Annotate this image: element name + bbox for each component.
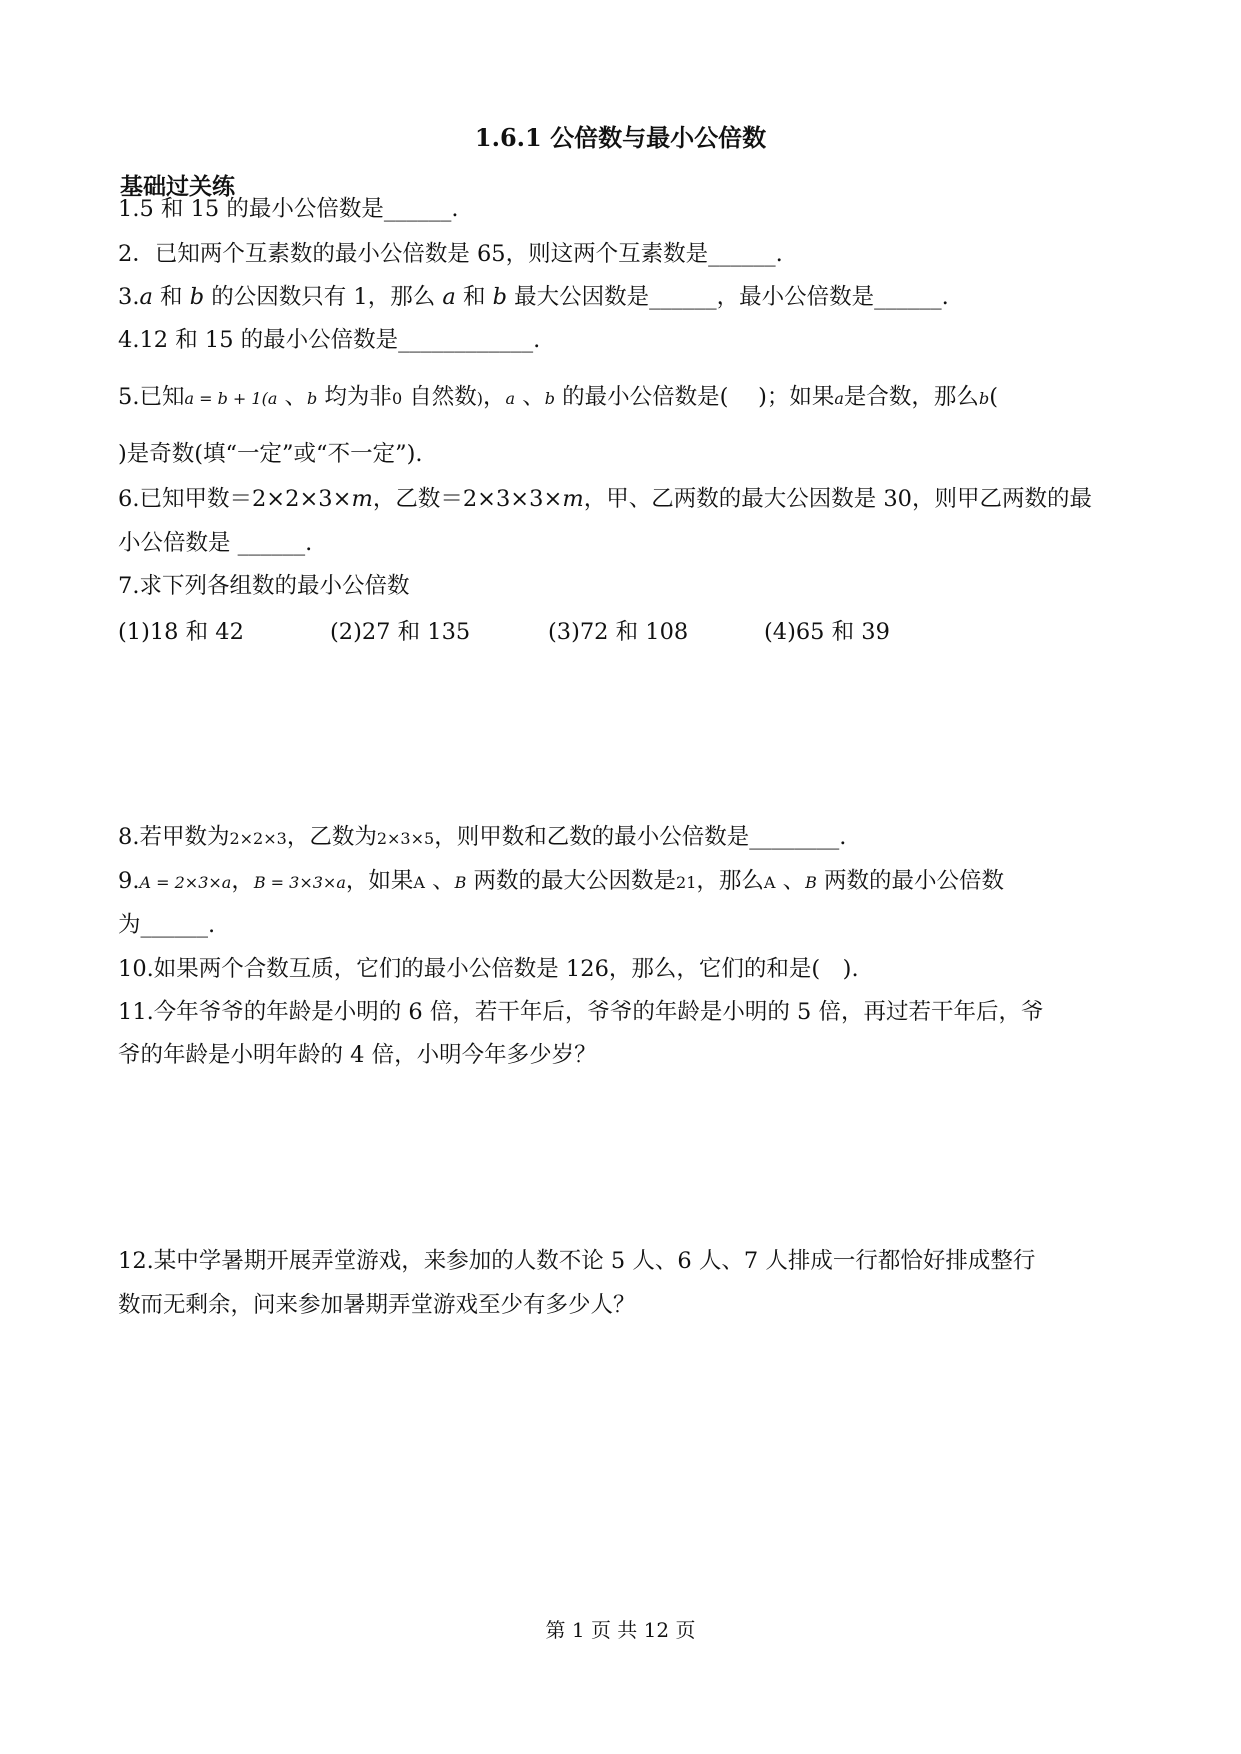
- q3-text: 最大公因数是______，最小公倍数是______.: [507, 284, 949, 310]
- q5-text: 均为非: [317, 384, 392, 410]
- q5-text: 5.已知: [118, 384, 185, 410]
- q6-text: ，甲、乙两数的最大公因数是 30，则甲乙两数的最: [583, 486, 1092, 512]
- q5-zero: 0: [391, 389, 403, 408]
- q3-var-a: a: [139, 284, 153, 310]
- q9-formula-a: A = 2×3×a: [139, 873, 232, 892]
- question-12: 12.某中学暑期开展弄堂游戏，来参加的人数不论 5 人、6 人、7 人排成一行都恰好排成整行: [118, 1248, 1036, 1274]
- q3-var-b: b: [189, 284, 205, 310]
- q3-var-b: b: [492, 284, 508, 310]
- q9-text: ，如果: [345, 868, 414, 894]
- q9-var-b: B: [454, 873, 467, 892]
- question-11-line-2: 爷的年龄是小明年龄的 4 倍，小明今年多少岁？: [118, 1042, 597, 1068]
- q9-text: 两数的最小公倍数: [816, 868, 1005, 894]
- q5-var-b: b: [544, 389, 555, 408]
- question-12-line-2: 数而无剩余，问来参加暑期弄堂游戏至少有多少人？: [118, 1292, 636, 1318]
- question-4: 4.12 和 15 的最小公倍数是____________.: [118, 327, 541, 353]
- q5-var-b: b: [978, 389, 990, 408]
- question-6-line-2: 小公倍数是 ______.: [118, 530, 313, 556]
- q9-formula-b: B = 3×3×a: [253, 873, 346, 892]
- question-7: 7.求下列各组数的最小公倍数: [118, 573, 410, 599]
- q9-text: 9.: [118, 868, 140, 894]
- q5-text: 、: [277, 384, 308, 410]
- q9-text: ，那么: [696, 868, 764, 894]
- q9-var-b: B: [805, 873, 817, 892]
- section-heading: 基础过关练: [120, 173, 235, 200]
- question-11: 11.今年爷爷的年龄是小明的 6 倍，若干年后，爷爷的年龄是小明的 5 倍，再过若干年后，爷: [118, 999, 1044, 1025]
- q9-text: ，: [231, 868, 254, 894]
- q3-text: 和: [152, 284, 190, 310]
- q5-text: 是合数，那么: [843, 384, 979, 410]
- q8-formula: 2×2×3: [229, 829, 287, 848]
- q7-item-4: (4)65 和 39: [764, 619, 890, 645]
- q7-item-3: (3)72 和 108: [548, 619, 689, 645]
- question-3: [118, 282, 949, 312]
- question-10: 10.如果两个合数互质，它们的最小公倍数是 126，那么，它们的和是( ).: [118, 956, 859, 982]
- q7-item-1: (1)18 和 42: [118, 619, 244, 645]
- q8-formula: 2×3×5: [376, 829, 435, 848]
- q5-text: 、: [515, 384, 545, 410]
- q6-text: 6.已知甲数＝2×2×3×: [118, 486, 352, 512]
- question-9-line-2: 为______.: [118, 912, 216, 938]
- question-5-line-2: )是奇数(填“一定”或“不一定”).: [118, 441, 423, 467]
- q9-text: 两数的最大公因数是: [466, 868, 677, 894]
- q9-text: 、: [775, 868, 806, 894]
- q5-var-a: a: [505, 389, 516, 408]
- question-9: [118, 866, 1004, 898]
- q5-formula: a = b + 1(a: [184, 389, 278, 408]
- question-6: [118, 484, 1092, 514]
- question-5: [118, 382, 998, 414]
- q5-var-a: a: [834, 389, 844, 408]
- q8-text: ，则甲数和乙数的最小公倍数是________.: [434, 824, 847, 850]
- q9-var-a: A: [413, 873, 425, 892]
- q7-item-2: (2)27 和 135: [330, 619, 471, 645]
- q6-var-m: m: [562, 486, 584, 512]
- q9-number: 21: [676, 873, 697, 892]
- q9-var-a: A: [763, 873, 776, 892]
- q6-var-m: m: [351, 486, 373, 512]
- question-1: 1.5 和 15 的最小公倍数是______.: [118, 196, 459, 222]
- q9-text: 、: [424, 868, 455, 894]
- q3-text: 3.: [118, 284, 140, 310]
- q5-var-b: b: [307, 389, 318, 408]
- question-8: [118, 822, 846, 854]
- q3-text: 的公因数只有 1，那么: [204, 284, 443, 310]
- q5-text: 的最小公倍数是( )；如果: [555, 384, 835, 410]
- q5-paren: ): [476, 389, 484, 408]
- question-2: 2．已知两个互素数的最小公倍数是 65，则这两个互素数是______.: [118, 241, 783, 267]
- page-title: 1.6.1 公倍数与最小公倍数: [474, 123, 767, 152]
- q3-text: 和: [455, 284, 493, 310]
- q6-text: ，乙数＝2×3×3×: [372, 486, 563, 512]
- page-footer: 第 1 页 共 12 页: [545, 1618, 696, 1642]
- q8-text: ，乙数为: [286, 824, 377, 850]
- q5-text: ，: [483, 384, 506, 410]
- q8-text: 8.若甲数为: [118, 824, 230, 850]
- q5-text: 自然数: [402, 384, 477, 410]
- q3-var-a: a: [442, 284, 456, 310]
- q5-text: (: [989, 384, 998, 410]
